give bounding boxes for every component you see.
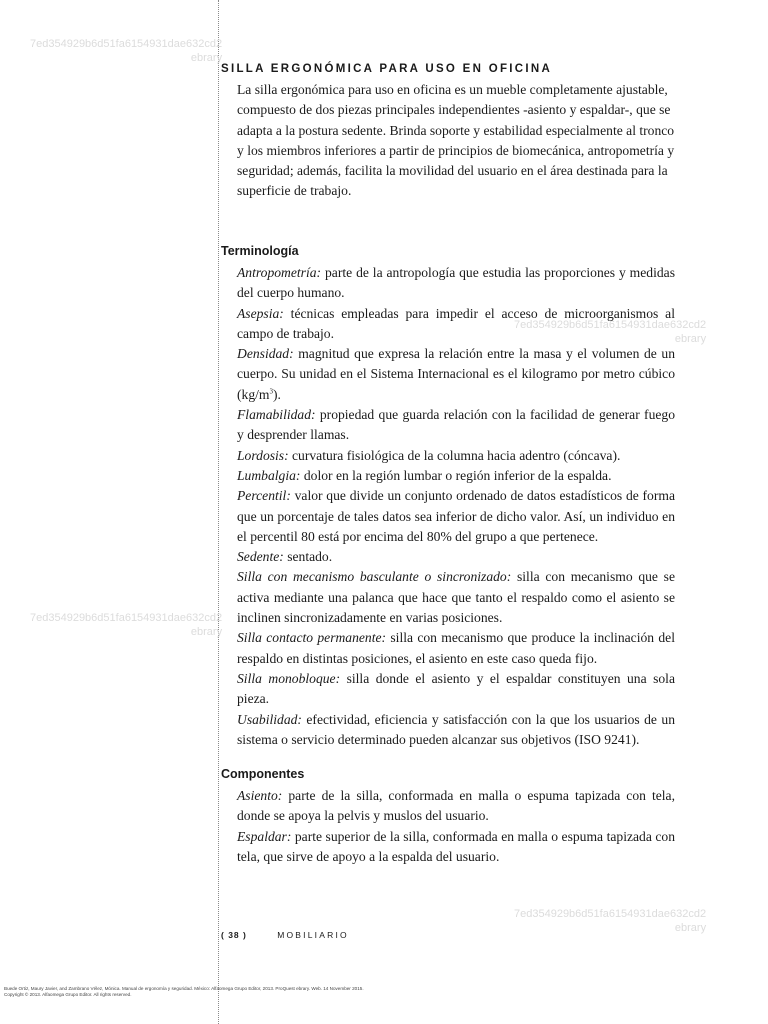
copyright-line: Copyright © 2013. Alfaomega Grupo Editor. All rights reserved. [4,992,132,997]
definition: propiedad que guarda relación con la facilidad de generar fuego y desprender llamas. [237,407,675,443]
ebrary-watermark [30,37,222,65]
term: Silla con mecanismo basculante o sincronizado: [237,569,512,585]
definition: silla donde el asiento y el espaldar constituyen una sola pieza. [237,670,675,707]
definition-item [237,547,675,567]
definition: valor que divide un conjunto ordenado de datos estadísticos de forma que un porcentaje de tales datos sea inferior de dicho valor. Así, un individuo en el percentil 80 está por encima del 80% del grupo a que pertenece. [237,488,675,544]
definition-item [237,567,675,628]
definition: curvatura fisiológica de la columna hacia adentro (cóncava). [288,447,621,463]
term: Densidad: [237,346,294,362]
definition-end: ). [272,386,281,402]
intro-paragraph: La silla ergonómica para uso en oficina es un mueble completamente ajustable, compuesto de dos piezas principales independientes -asiento y espaldar-, que se adapta a la postura sedente. Brinda soporte y estabilidad especialmente al tronco y los miembros inferiores a partir de principios de biomecánica, antropometría y seguridad; además, facilita la movilidad del usuario en el área destinada para la superficie de trabajo. [237,82,675,199]
definition: efectividad, eficiencia y satisfacción con la que los usuarios de un sistema o servicio determinado pueden alcanzar sus objetivos (ISO 9241). [237,711,675,747]
definition-item [237,710,675,751]
watermark-label: ebrary [190,52,223,64]
definition: silla con mecanismo que se activa mediante una palanca que hace que tanto el respaldo como el asiento se inclinen sincronizadamente en varias posiciones. [237,569,676,626]
definition: parte de la silla, conformada en malla o espuma tapizada con tela, donde se apoya la pelvis y muslos del usuario. [237,788,675,824]
definition-item [237,486,675,547]
citation-footer [4,986,364,998]
ebrary-watermark [30,611,222,639]
superscript: 3 [269,387,273,396]
definition: magnitud que expresa la relación entre la masa y el volumen de un cuerpo. Su unidad en el Sistema Internacional es el kilogramo por metro cúbico (kg/m [237,346,675,402]
page-footer [221,930,349,940]
definition: dolor en la región lumbar o región inferior de la espalda. [300,467,612,483]
watermark-label: ebrary [674,333,707,345]
term: Lumbalgia: [237,467,301,483]
term: Asiento: [237,788,283,803]
watermark-code: 7ed354929b6d51fa6154931dae632cd2 [514,908,707,920]
watermark-label: ebrary [190,626,223,638]
term: Silla contacto permanente: [237,630,387,646]
definition-item [237,786,675,827]
term: Silla monobloque: [237,670,341,686]
definition-item [237,669,675,710]
page-number: ( 38 ) [221,930,247,940]
term: Espaldar: [237,828,292,844]
term: Usabilidad: [237,711,302,727]
citation-line: Buede Ortiz, Maury Javier, and Zambrano Vélez, Mónica. Manual de ergonomía y seguridad. México: Alfaomega Grupo Editor, 2013. ProQuest ebrary. Web. 14 November 2015. [4,986,364,991]
term: Antropometría: [237,265,322,280]
components-list [237,786,675,867]
ebrary-watermark [514,907,706,935]
term: Percentil: [237,488,291,504]
term: Sedente: [237,549,284,565]
components-heading: Componentes [221,767,305,781]
definition-item [237,405,675,446]
watermark-code: 7ed354929b6d51fa6154931dae632cd2 [514,319,707,331]
margin-dotted-line [218,0,219,1024]
definition-item [237,466,675,486]
definition-item [237,446,675,466]
definition-item [237,827,675,868]
definition: parte de la antropología que estudia las proporciones y medidas del cuerpo humano. [237,265,675,301]
definition: parte superior de la silla, conformada en malla o espuma tapizada con tela, que sirve de apoyo a la espalda del usuario. [237,828,675,864]
term: Asepsia: [237,305,284,321]
definition-item [237,344,675,405]
definition: silla con mecanismo que produce la inclinación del respaldo en distintas posiciones, el asiento en este caso queda fijo. [237,630,675,666]
definition-item [237,263,675,304]
term: Lordosis: [237,447,289,463]
watermark-code: 7ed354929b6d51fa6154931dae632cd2 [30,612,223,624]
terminology-heading: Terminología [221,244,299,258]
term: Flamabilidad: [237,407,316,423]
running-title: MOBILIARIO [277,930,349,940]
watermark-code: 7ed354929b6d51fa6154931dae632cd2 [30,38,223,50]
definition-item [237,628,675,669]
definition: técnicas empleadas para impedir el acceso de microorganismos al campo de trabajo. [237,305,675,341]
terminology-list [237,263,675,750]
definition: sentado. [283,549,333,565]
page-title: SILLA ERGONÓMICA PARA USO EN OFICINA [221,63,553,75]
definition-item [237,304,675,345]
watermark-label: ebrary [674,922,707,934]
